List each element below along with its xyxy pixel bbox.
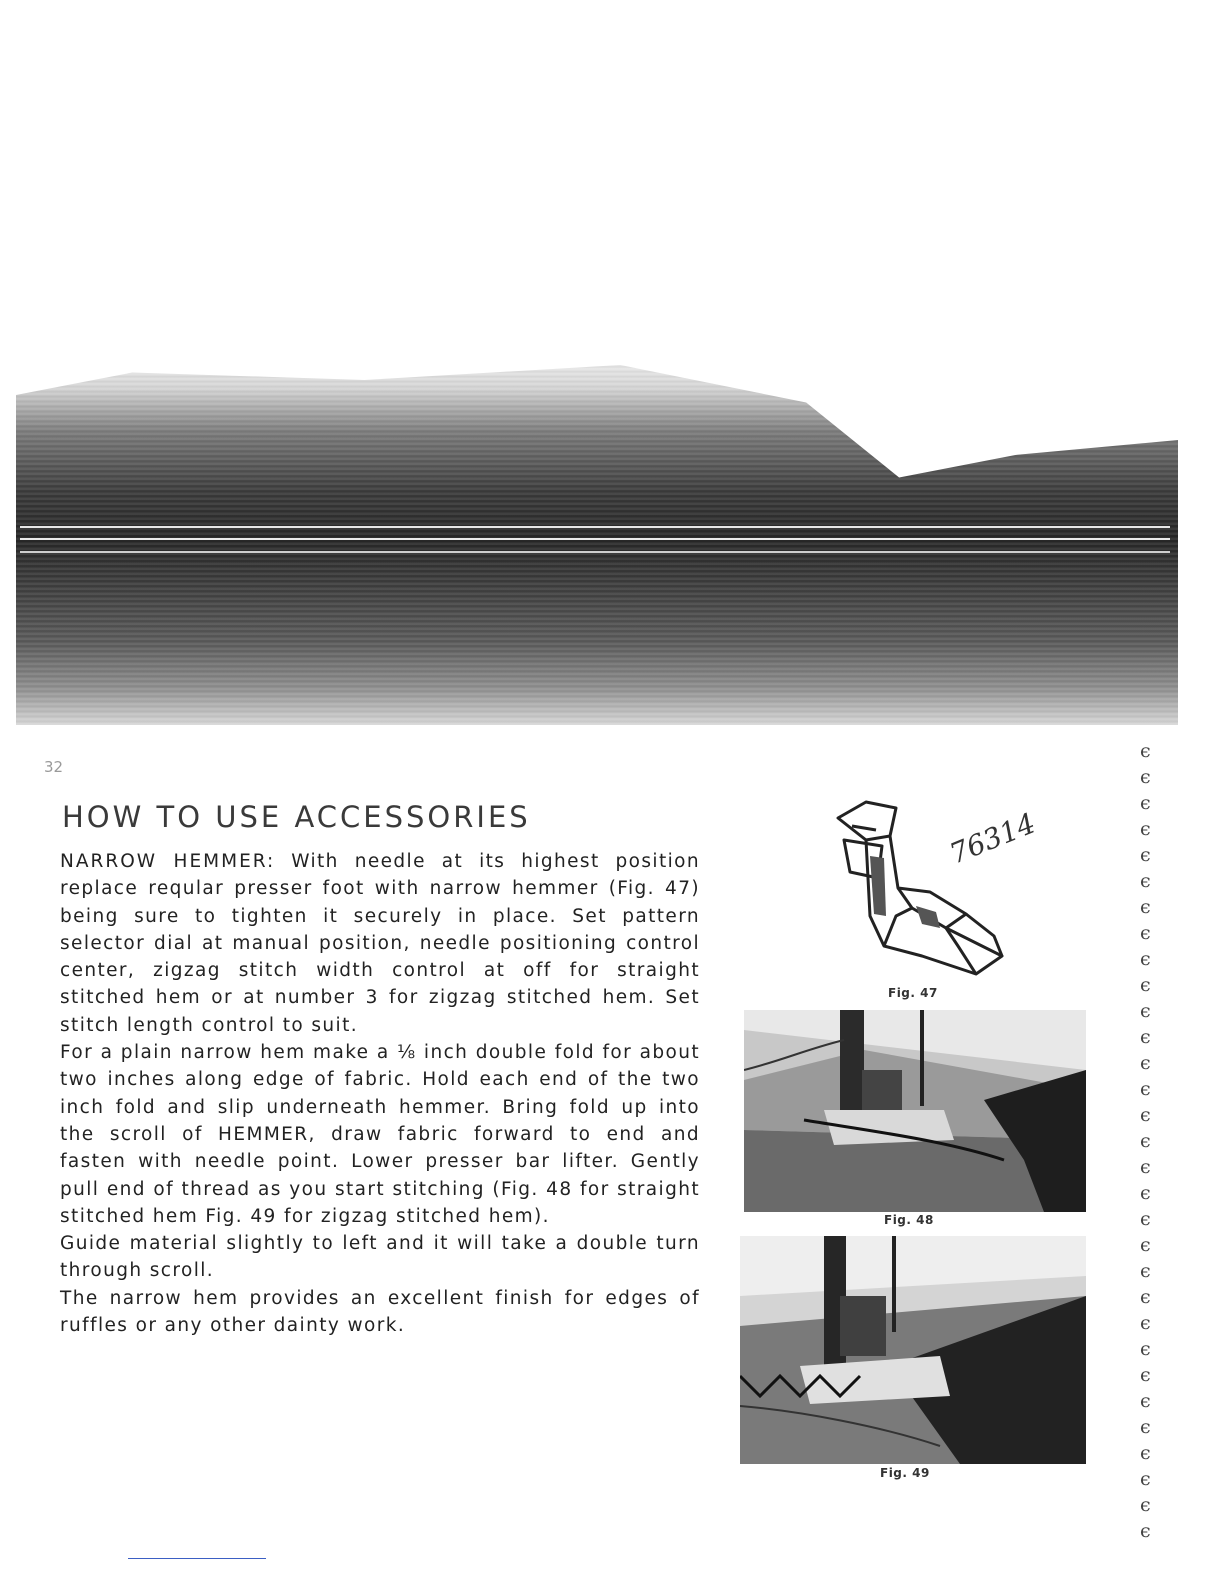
band-stripe	[20, 551, 1170, 553]
binding-ring-icon: є	[1140, 1286, 1151, 1308]
binding-ring-icon: є	[1140, 1000, 1151, 1022]
binding-ring-icon: є	[1140, 1156, 1151, 1178]
paragraph-narrow-hemmer	[60, 848, 700, 1039]
spiral-binding	[1140, 740, 1170, 1546]
paragraph-text: Guide material slightly to left and it will take a double turn through scroll.	[60, 1233, 700, 1282]
binding-ring-icon: є	[1140, 1026, 1151, 1048]
binding-ring-icon: є	[1140, 1338, 1151, 1360]
paragraph-text: For a plain narrow hem make a ⅛ inch double fold for about two inches along edge of fabric. Hold each end of the two inch fold and slip underneath hemmer. Bring fold up into the scroll of HEMMER, draw fabric forward to end and fasten with needle point. Lower presser bar lifter. Gently pull end of thread as you start stitching (Fig. 48 for straight stitched hem Fig. 49 for zigzag stitched hem).	[60, 1042, 700, 1227]
binding-ring-icon: є	[1140, 1520, 1151, 1542]
binding-ring-icon: є	[1140, 870, 1151, 892]
figure-caption: Fig. 49	[880, 1466, 930, 1480]
band-stripe	[20, 538, 1170, 540]
paragraph-lead: NARROW HEMMER:	[60, 851, 276, 872]
paragraph-finish	[60, 1285, 700, 1340]
binding-ring-icon: є	[1140, 974, 1151, 996]
instructions-body	[60, 848, 700, 1339]
page-title: HOW TO USE ACCESSORIES	[62, 800, 531, 834]
band-stripe	[20, 526, 1170, 528]
binding-ring-icon: є	[1140, 896, 1151, 918]
paragraph-plain-hem	[60, 1039, 700, 1230]
binding-ring-icon: є	[1140, 1364, 1151, 1386]
binding-ring-icon: є	[1140, 844, 1151, 866]
binding-ring-icon: є	[1140, 1130, 1151, 1152]
binding-ring-icon: є	[1140, 922, 1151, 944]
figure-caption: Fig. 48	[884, 1213, 934, 1227]
blue-underline	[128, 1558, 266, 1559]
binding-ring-icon: є	[1140, 1390, 1151, 1412]
paragraph-text: With needle at its highest position replace reqular presser foot with narrow hemmer (Fig. 47) being sure to tighten it securely in place. Set pattern selector dial at manual position, needle positioning control center, zigzag stitch width control at off for straight stitched hem or at number 3 for zigzag stitched hem. Set stitch length control to suit.	[60, 851, 700, 1036]
paragraph-text: The narrow hem provides an excellent finish for edges of ruffles or any other dainty work.	[60, 1287, 700, 1337]
paragraph-guide-material	[60, 1230, 700, 1285]
binding-ring-icon: є	[1140, 1078, 1151, 1100]
figure-48-photo	[744, 1010, 1086, 1212]
binding-ring-icon: є	[1140, 1468, 1151, 1490]
binding-ring-icon: є	[1140, 1416, 1151, 1438]
binding-ring-icon: є	[1140, 1494, 1151, 1516]
binding-ring-icon: є	[1140, 740, 1151, 762]
figure-49-photo	[740, 1236, 1086, 1464]
binding-ring-icon: є	[1140, 792, 1151, 814]
binding-ring-icon: є	[1140, 766, 1151, 788]
figure-caption: Fig. 47	[888, 986, 938, 1000]
binding-ring-icon: є	[1140, 818, 1151, 840]
binding-ring-icon: є	[1140, 1260, 1151, 1282]
binding-ring-icon: є	[1140, 1104, 1151, 1126]
binding-ring-icon: є	[1140, 1052, 1151, 1074]
binding-ring-icon: є	[1140, 1182, 1151, 1204]
binding-ring-icon: є	[1140, 1312, 1151, 1334]
binding-ring-icon: є	[1140, 1208, 1151, 1230]
handwritten-note: 76314	[945, 806, 1041, 871]
binding-ring-icon: є	[1140, 1234, 1151, 1256]
binding-ring-icon: є	[1140, 1442, 1151, 1464]
page-number: 32	[44, 758, 64, 776]
binding-ring-icon: є	[1140, 948, 1151, 970]
